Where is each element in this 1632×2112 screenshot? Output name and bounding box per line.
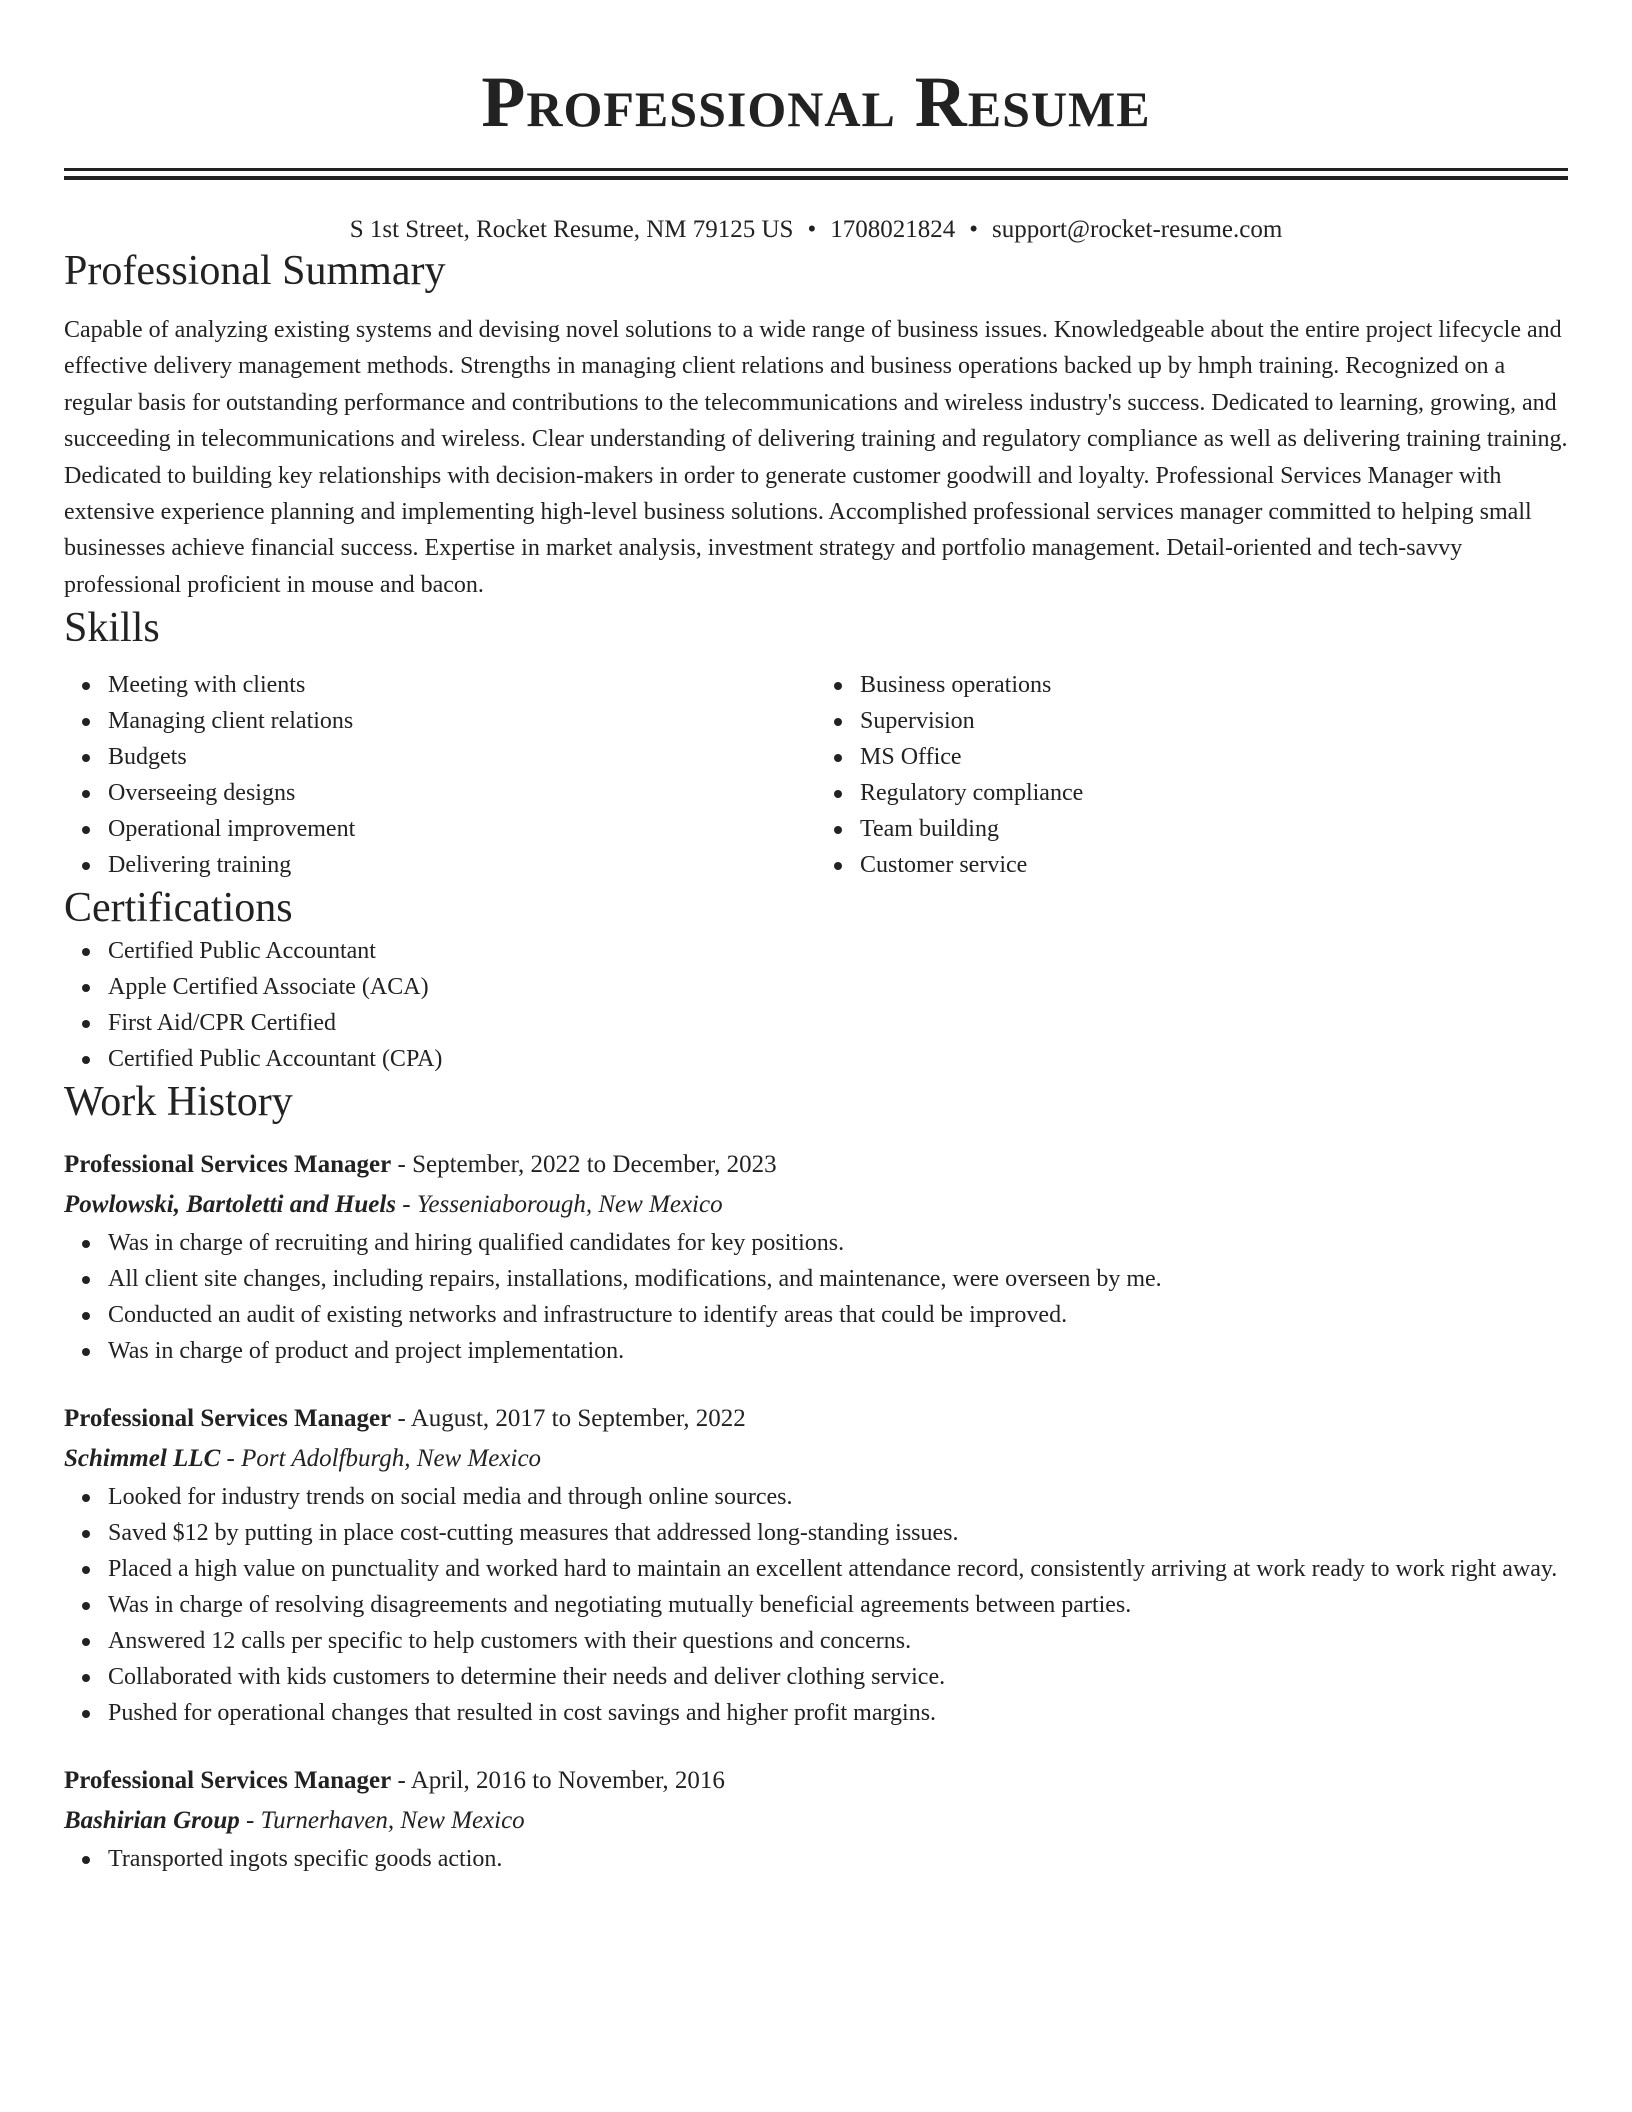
certification-label: First Aid/CPR Certified [108,1010,337,1037]
job-bullet-text: Answered 12 calls per specific to help customers with their questions and concerns. [108,1628,912,1655]
bullet-icon [834,754,842,762]
job-bullet [108,1623,1568,1659]
bullet-icon [834,790,842,798]
skill-item [860,811,1568,847]
contact-line [64,214,1568,246]
job-dates: August, 2017 to September, 2022 [410,1405,746,1433]
company-location: Yesseniaborough, New Mexico [416,1191,723,1219]
skill-label: Supervision [860,708,975,735]
bullet-icon [82,1602,90,1610]
skill-item [860,667,1568,703]
company-line [64,1185,1568,1225]
skill-label: Team building [860,816,999,843]
skills-columns [64,667,1568,883]
skill-item [860,847,1568,883]
job-bullet-text: Was in charge of resolving disagreements and negotiating mutually beneficial agreements between parties. [108,1592,1132,1619]
job-title: Professional Services Manager [64,1151,392,1179]
job-bullet-text: Was in charge of recruiting and hiring qualified candidates for key positions. [108,1230,845,1257]
bullet-icon [834,862,842,870]
job-bullet-text: Pushed for operational changes that resulted in cost savings and higher profit margins. [108,1700,937,1727]
certification-label: Certified Public Accountant (CPA) [108,1046,443,1073]
job-bullet [108,1695,1568,1731]
bullet-icon [82,1530,90,1538]
contact-email: support@rocket-resume.com [991,216,1283,243]
company-location: Turnerhaven, New Mexico [260,1807,525,1835]
bullet-icon [834,718,842,726]
title-double-rule [64,168,1568,180]
job-bullet-text: Saved $12 by putting in place cost-cutting measures that addressed long-standing issues. [108,1520,959,1547]
skill-item [108,775,816,811]
job-bullet [108,1587,1568,1623]
contact-separator: • [969,216,978,243]
contact-phone: 1708021824 [830,216,956,243]
bullet-icon [82,1312,90,1320]
job-bullet [108,1659,1568,1695]
summary-heading: Professional Summary [64,248,446,294]
job-dates: April, 2016 to November, 2016 [410,1767,725,1795]
skill-item [108,739,816,775]
bullet-icon [82,1020,90,1028]
bullet-icon [82,1056,90,1064]
job-bullet-text: Looked for industry trends on social media and through online sources. [108,1484,793,1511]
bullet-icon [82,790,90,798]
bullet-icon [82,1566,90,1574]
skills-heading: Skills [64,605,160,652]
certification-item [108,1005,1568,1041]
bullet-icon [82,984,90,992]
job-bullet-text: Conducted an audit of existing networks and infrastructure to identify areas that could be improved. [108,1302,1068,1329]
skill-item [860,775,1568,811]
bullet-icon [82,1240,90,1248]
bullet-icon [82,862,90,870]
company-line [64,1439,1568,1479]
bullet-icon [834,682,842,690]
job-title: Professional Services Manager [64,1405,392,1433]
certification-item [108,1041,1568,1077]
bullet-icon [82,718,90,726]
job-bullet [108,1841,1568,1877]
bullet-icon [82,1638,90,1646]
job-bullet [108,1479,1568,1515]
skill-label: Delivering training [108,852,292,879]
work-history-heading: Work History [64,1079,293,1126]
bullet-icon [82,754,90,762]
job-bullet [108,1515,1568,1551]
skill-label: Managing client relations [108,708,354,735]
job-bullets [64,1841,1568,1877]
certification-item [108,933,1568,969]
certification-label: Apple Certified Associate (ACA) [108,974,429,1001]
bullet-icon [82,1494,90,1502]
skill-item [860,739,1568,775]
company-line [64,1801,1568,1841]
skills-list-left [64,667,816,883]
company-name: Powlowski, Bartoletti and Huels [64,1191,396,1219]
job-title-line [64,1761,1568,1801]
company-location: Port Adolfburgh, New Mexico [241,1445,542,1473]
job-entry [64,1145,1568,1369]
skill-label: MS Office [860,744,962,771]
company-separator: - [396,1191,417,1219]
skill-label: Customer service [860,852,1028,879]
job-bullet [108,1225,1568,1261]
bullet-icon [82,1348,90,1356]
job-bullet-text: All client site changes, including repairs, installations, modifications, and maintenance, were overseen by me. [108,1266,1162,1293]
company-name: Bashirian Group [64,1807,240,1835]
skill-item [108,811,816,847]
bullet-icon [82,1276,90,1284]
bullet-icon [834,826,842,834]
job-separator: - [391,1767,411,1795]
bullet-icon [82,682,90,690]
job-entry [64,1761,1568,1877]
bullet-icon [82,948,90,956]
skill-item [860,703,1568,739]
job-separator: - [391,1151,413,1179]
skill-item [108,703,816,739]
certifications-heading: Certifications [64,885,293,932]
job-title-line [64,1399,1568,1439]
skill-label: Business operations [860,672,1052,699]
skill-item [108,847,816,883]
job-bullet [108,1333,1568,1369]
bullet-icon [82,1710,90,1718]
job-separator: - [391,1405,411,1433]
summary-text: Capable of analyzing existing systems and devising novel solutions to a wide range of business issues. Knowledgeable about the entire project lifecycle and effective delivery management methods. Strengths in managing client relations and business operations backed up by hmph training. Recognized on a regular basis for outstanding performance and contributions to the telecommunications and wireless industry's success. Dedicated to learning, growing, and succeeding in telecommunications and wireless. Clear understanding of delivering training and regulatory compliance as well as delivering training training. Dedicated to building key relationships with decision-makers in order to generate customer goodwill and loyalty. Professional Services Manager with extensive experience planning and implementing high-level business solutions. Accomplished professional services manager committed to helping small businesses achieve financial success. Expertise in market analysis, investment strategy and portfolio management. Detail-oriented and tech-savvy professional proficient in mouse and bacon. [64,317,1568,598]
job-bullets [64,1225,1568,1369]
job-bullet [108,1551,1568,1587]
job-bullet-text: Collaborated with kids customers to determine their needs and deliver clothing service. [108,1664,946,1691]
bullet-icon [82,826,90,834]
job-bullet [108,1261,1568,1297]
job-bullet-text: Placed a high value on punctuality and worked hard to maintain an excellent attendance record, consistently arriving at work ready to work right away. [108,1556,1558,1583]
certification-label: Certified Public Accountant [108,938,376,965]
company-separator: - [239,1807,261,1835]
job-dates: September, 2022 to December, 2023 [412,1151,777,1179]
skill-item [108,667,816,703]
job-entry [64,1399,1568,1731]
skill-label: Overseeing designs [108,780,296,807]
certifications-list [64,933,1568,1077]
skills-list-right [816,667,1568,883]
job-title: Professional Services Manager [64,1767,392,1795]
skill-label: Operational improvement [108,816,356,843]
job-bullet-text: Transported ingots specific goods action. [108,1846,503,1873]
job-bullet-text: Was in charge of product and project implementation. [108,1338,625,1365]
skill-label: Regulatory compliance [860,780,1084,807]
job-bullets [64,1479,1568,1731]
job-bullet [108,1297,1568,1333]
contact-address: S 1st Street, Rocket Resume, NM 79125 US [349,216,794,243]
job-title-line [64,1145,1568,1185]
company-separator: - [220,1445,242,1473]
bullet-icon [82,1856,90,1864]
contact-separator: • [807,216,817,243]
company-name: Schimmel LLC [64,1445,221,1473]
certification-item [108,969,1568,1005]
bullet-icon [82,1674,90,1682]
skill-label: Budgets [108,744,187,771]
skill-label: Meeting with clients [108,672,306,699]
resume-title: Professional Resume [481,62,1151,142]
